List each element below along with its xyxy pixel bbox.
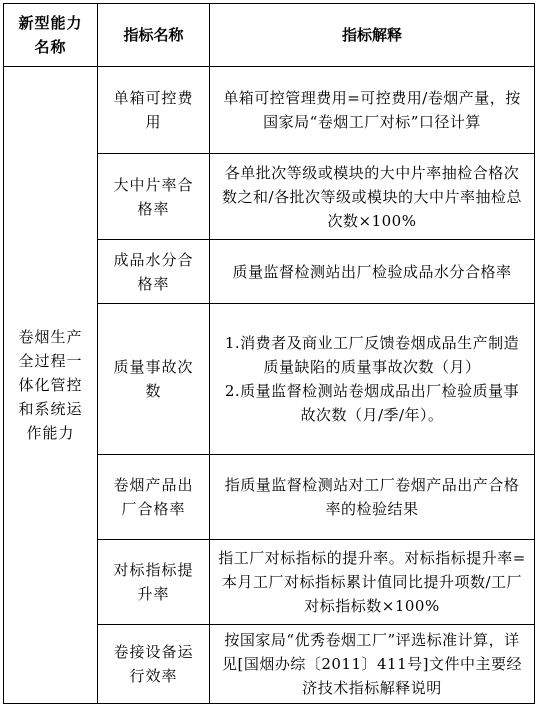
indicator-explanation: [210, 455, 535, 540]
indicator-explanation: [210, 625, 535, 704]
explanation-text: 质量监督检测站出厂检验成品水分合格率: [232, 262, 512, 281]
explanation-text: 2.质量监督检测站卷烟成品出厂检验质量事故次数（月/季/年）。: [224, 382, 520, 424]
indicator-table: [3, 3, 535, 704]
indicator-name: 卷烟产品出厂合格率: [98, 455, 210, 540]
header-row: [4, 4, 535, 67]
indicator-explanation: [210, 240, 535, 304]
explanation-text: 指工厂对标指标的提升率。对标指标提升率=本月工厂对标指标累计值同比提升项数/工厂对标指标数×100%: [218, 549, 526, 615]
ability-name-cell: 卷烟生产全过程一体化管控和系统运作能力: [4, 67, 98, 704]
indicator-explanation: [210, 540, 535, 625]
indicator-explanation: [210, 67, 535, 154]
indicator-explanation: [210, 304, 535, 455]
indicator-name: 成品水分合格率: [98, 240, 210, 304]
indicator-explanation: [210, 154, 535, 240]
indicator-name: 卷接设备运行效率: [98, 625, 210, 704]
indicator-name: 大中片率合格率: [98, 154, 210, 240]
indicator-name: 对标指标提升率: [98, 540, 210, 625]
explanation-text: 单箱可控管理费用=可控费用/卷烟产量，按国家局“卷烟工厂对标”口径计算: [223, 89, 521, 131]
header-indicator-explanation: 指标解释: [210, 4, 535, 67]
explanation-text: 按国家局“优秀卷烟工厂”评选标准计算，详见[国烟办综〔2011〕411号]文件中主要经济技术指标解释说明: [221, 631, 522, 697]
indicator-name: 单箱可控费用: [98, 67, 210, 154]
indicator-name: 质量事故次数: [98, 304, 210, 455]
header-indicator-name: 指标名称: [98, 4, 210, 67]
explanation-text: 各单批次等级或模块的大中片率抽检合格次数之和/各批次等级或模块的大中片率抽检总次数×100%: [221, 163, 523, 230]
header-ability-name: 新型能力名称: [4, 4, 98, 67]
table-row: [4, 67, 535, 154]
explanation-text: 指质量监督检测站对工厂卷烟产品出产合格率的检验结果: [224, 476, 520, 518]
explanation-text: 1.消费者及商业工厂反馈卷烟成品生产制造质量缺陷的质量事故次数（月）: [224, 334, 520, 376]
